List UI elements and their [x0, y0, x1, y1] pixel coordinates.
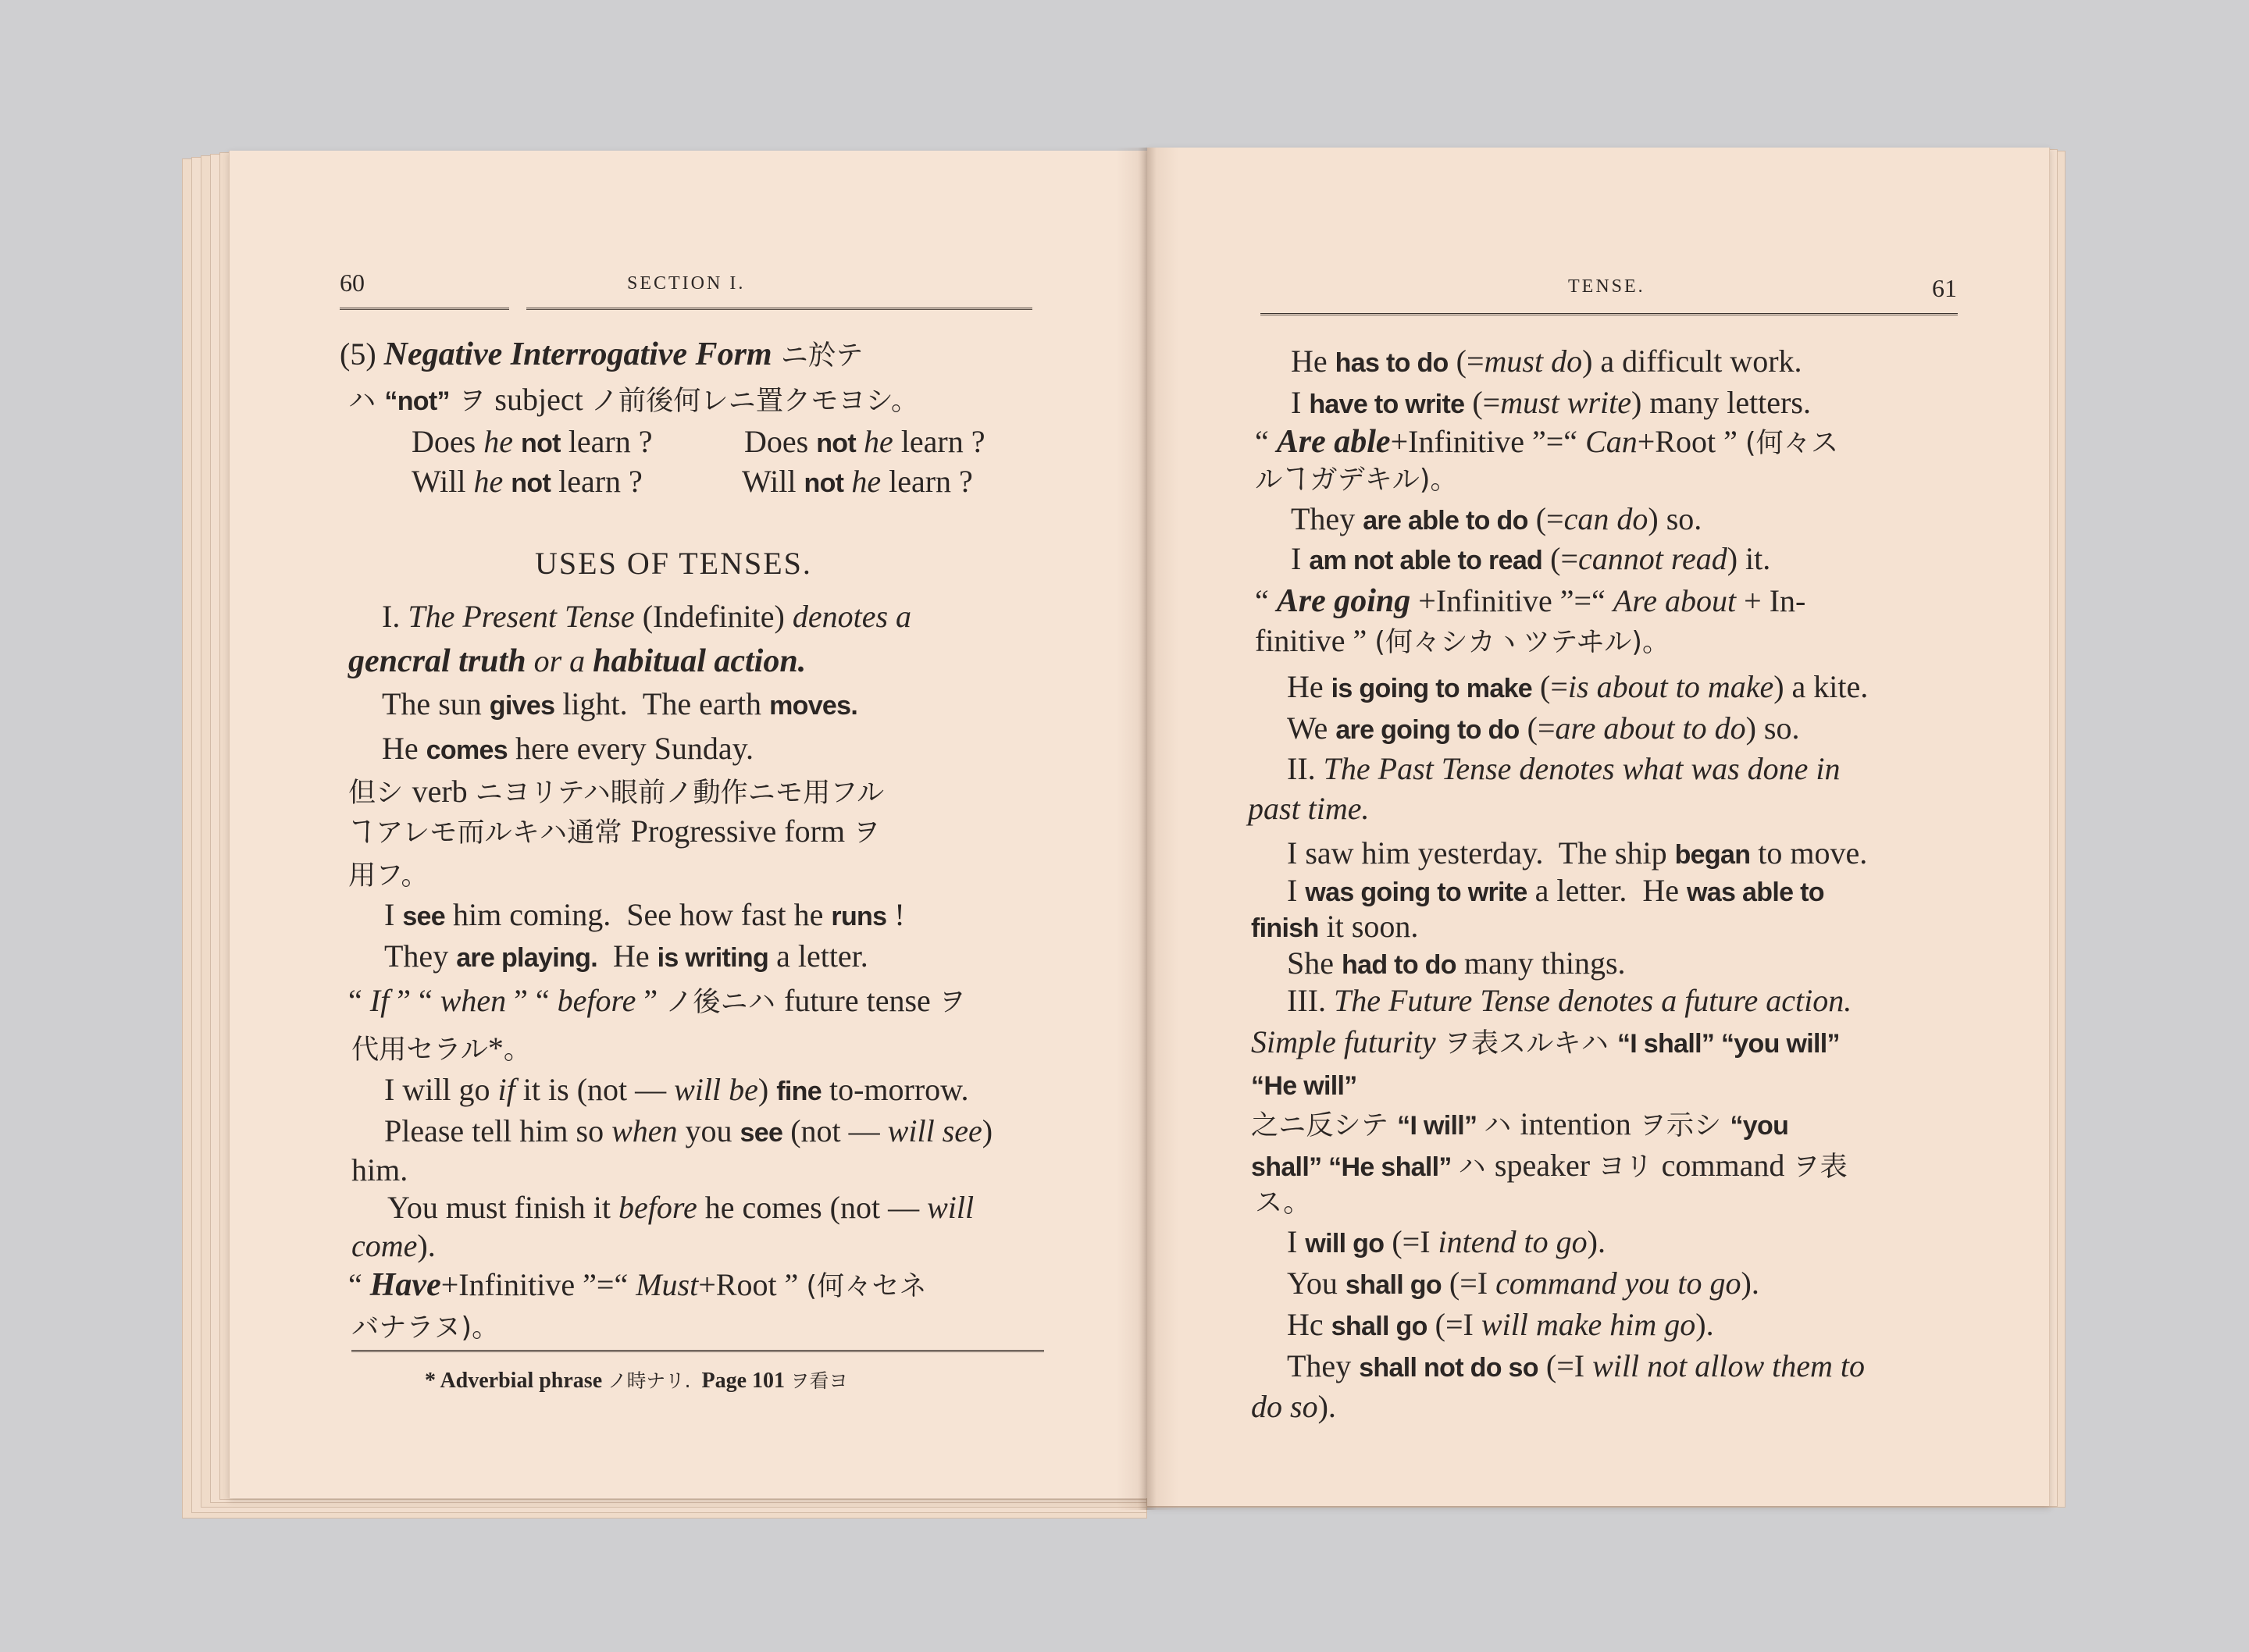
text-run: intend to go	[1438, 1224, 1588, 1259]
text-run: had to do	[1342, 950, 1456, 980]
text-run: The sun	[382, 686, 490, 721]
text-run: He	[1291, 344, 1335, 379]
text-run	[513, 424, 521, 459]
text-line	[1251, 1024, 1840, 1063]
text-run: intention	[1520, 1106, 1639, 1141]
text-line	[1251, 1388, 1336, 1426]
text-run: a letter. He	[1527, 873, 1688, 908]
text-run: Does	[412, 424, 484, 459]
text-run: ).	[1695, 1307, 1714, 1342]
text-run: will make him go	[1481, 1307, 1696, 1342]
text-run: ) many letters.	[1631, 385, 1811, 420]
text-line	[1287, 1348, 1865, 1387]
text-run: Simple futurity	[1251, 1024, 1444, 1059]
text-run: are about to do	[1555, 710, 1746, 746]
text-run: You	[1287, 1266, 1345, 1301]
text-run: I	[384, 897, 403, 932]
text-run: not	[520, 429, 561, 458]
text-run: (=I	[1441, 1266, 1496, 1301]
text-run: Will	[412, 464, 474, 499]
text-line	[1255, 423, 1838, 462]
text-line	[348, 982, 966, 1021]
text-run: +Root ”	[1637, 424, 1745, 459]
text-run: (Indefinite)	[634, 599, 793, 634]
text-run: 。	[503, 1034, 532, 1066]
text-line	[1248, 790, 1370, 828]
text-run: before	[618, 1190, 697, 1225]
text-run: ノ時ナリ.	[608, 1369, 691, 1392]
text-run: gencral truth	[348, 643, 526, 679]
text-run: I will go	[384, 1072, 498, 1107]
text-run: I saw him yesterday. The ship	[1287, 835, 1675, 871]
text-run: “	[1255, 424, 1277, 459]
text-run: “	[348, 983, 370, 1018]
text-run: ニヨリテハ眼前ノ動作ニモ用フル	[475, 777, 885, 809]
text-run: 之ニ反シテ	[1251, 1109, 1398, 1141]
text-run: He	[597, 938, 658, 974]
text-line	[351, 1030, 531, 1069]
text-line	[412, 463, 643, 502]
text-run: see	[740, 1118, 783, 1148]
text-run: shall” “He shall”	[1251, 1152, 1459, 1182]
text-line	[1255, 622, 1670, 661]
text-run: If	[369, 983, 390, 1018]
text-run: see	[402, 902, 446, 931]
text-run: finish	[1251, 913, 1319, 943]
text-run: is going to make	[1331, 674, 1533, 703]
text-line	[1287, 750, 1841, 788]
text-line	[1291, 500, 1702, 539]
footnote-rule	[351, 1350, 1044, 1352]
text-line	[382, 598, 911, 636]
text-run: バナラヌ)。	[351, 1312, 500, 1344]
text-run: he	[864, 424, 893, 459]
text-line	[1251, 1105, 1788, 1145]
text-run: (=	[1448, 344, 1484, 379]
text-line	[384, 1113, 993, 1152]
text-run: habitual action.	[593, 643, 807, 679]
header-rule	[1260, 313, 1958, 315]
text-run: will	[927, 1190, 975, 1225]
text-run: you	[677, 1113, 740, 1148]
text-line	[348, 643, 806, 680]
text-run: he comes (not —	[697, 1190, 928, 1225]
text-line	[1291, 343, 1802, 382]
text-run: ”	[636, 983, 666, 1018]
text-run: will go	[1305, 1229, 1385, 1259]
text-run: Must	[636, 1267, 699, 1302]
text-run: has to do	[1335, 348, 1449, 378]
text-line	[348, 856, 429, 895]
text-run: him.	[351, 1152, 408, 1187]
book-spine	[1116, 148, 1178, 1510]
text-run: will be	[674, 1072, 758, 1107]
text-run: )	[757, 1072, 777, 1107]
text-run: “He will”	[1251, 1071, 1357, 1101]
text-run: ヲ表スルキハ	[1443, 1027, 1617, 1059]
text-run: 代用セラル	[351, 1034, 488, 1066]
text-run: “	[1255, 583, 1277, 618]
text-line	[351, 1152, 408, 1189]
text-run: Can	[1585, 424, 1638, 459]
text-run: denotes a	[792, 599, 912, 634]
text-line	[744, 423, 985, 462]
text-line	[1291, 384, 1811, 423]
text-run: They	[1287, 1348, 1360, 1383]
text-line	[1287, 1306, 1714, 1345]
text-run: The Future Tense denotes a future action.	[1333, 983, 1852, 1018]
text-run: before	[557, 983, 636, 1018]
text-run: (何々ス	[1745, 427, 1839, 459]
text-run: he	[483, 424, 513, 459]
text-line	[1255, 1183, 1310, 1222]
text-line	[384, 1071, 968, 1110]
text-line	[1255, 460, 1458, 499]
text-run: speaker	[1494, 1148, 1599, 1183]
text-run: ).	[1741, 1266, 1759, 1301]
text-run: Hc	[1287, 1307, 1331, 1342]
text-line	[1251, 908, 1418, 947]
text-run: (何々シカヽツテヰル)。	[1374, 626, 1670, 658]
text-run	[843, 464, 851, 499]
text-run: command	[1661, 1148, 1793, 1183]
text-run: learn ?	[893, 424, 985, 459]
text-run: ノ後ニハ	[665, 986, 785, 1018]
text-run: many things.	[1456, 945, 1626, 981]
text-line	[1255, 582, 1805, 620]
text-run: He	[1287, 669, 1331, 704]
text-run: ) so.	[1648, 501, 1702, 536]
text-run: must write	[1500, 385, 1632, 420]
text-run: !	[886, 897, 905, 932]
text-line	[348, 381, 918, 420]
text-run: future tense	[784, 983, 939, 1018]
text-run: +Infinitive ”=“	[440, 1267, 636, 1302]
text-run: ヿアレモ而ルキハ通常	[348, 817, 631, 849]
text-run: They	[384, 938, 457, 974]
text-run: him coming. See how fast he	[445, 897, 832, 932]
text-run: have to write	[1309, 390, 1465, 419]
running-head: SECTION I.	[627, 273, 746, 294]
text-run: The Present Tense	[408, 599, 635, 634]
text-run: Have	[369, 1267, 441, 1303]
text-run: ヲ	[853, 817, 881, 849]
text-run: if	[497, 1072, 515, 1107]
text-run: “not”	[384, 386, 450, 416]
text-run: +Root ”	[698, 1267, 807, 1302]
text-line	[1291, 540, 1770, 579]
text-run: ルヿガデキル)。	[1255, 464, 1458, 496]
page-number: 60	[340, 269, 365, 297]
text-line	[348, 813, 880, 852]
text-run: We	[1287, 710, 1336, 746]
text-run: finitive ”	[1255, 623, 1375, 658]
text-run: USES OF TENSES.	[535, 546, 812, 581]
text-line	[351, 1308, 499, 1347]
text-run: moves.	[769, 691, 858, 721]
text-run: +Infinitive ”=“	[1410, 583, 1613, 618]
text-run: I	[1291, 385, 1310, 420]
text-run: Please tell him so	[384, 1113, 612, 1148]
text-run: fine	[776, 1077, 822, 1106]
text-run: gives	[489, 691, 555, 721]
text-run: ヲ表	[1792, 1151, 1848, 1183]
text-run: I.	[382, 599, 408, 634]
text-run: “I shall” “you will”	[1616, 1029, 1840, 1059]
text-line	[382, 685, 857, 725]
text-line	[382, 730, 754, 769]
text-run: The Past Tense denotes what was done in	[1323, 751, 1841, 786]
text-run: comes	[426, 735, 508, 765]
text-run: + In-	[1736, 583, 1806, 618]
text-run: I	[1287, 1224, 1306, 1259]
text-run: (=I	[1427, 1307, 1481, 1342]
text-run: I	[1287, 873, 1306, 908]
text-run: is about to make	[1567, 669, 1774, 704]
text-line	[1287, 1223, 1606, 1262]
text-line	[340, 336, 863, 375]
text-run: ” “	[506, 983, 558, 1018]
text-line	[1287, 710, 1800, 749]
text-run: or a	[526, 643, 593, 678]
text-run: (=	[1532, 669, 1568, 704]
text-run: )	[982, 1113, 993, 1148]
text-run: Negative Interrogative Form	[383, 336, 772, 372]
text-run: learn ?	[881, 464, 973, 499]
text-run: began	[1674, 840, 1751, 870]
text-run: ヨリ	[1598, 1151, 1662, 1183]
text-line	[1287, 668, 1868, 707]
header-rule	[526, 308, 1032, 310]
text-run: Are going	[1276, 583, 1411, 619]
text-run: must do	[1484, 344, 1583, 379]
page-number: 61	[1932, 274, 1957, 302]
text-run: Are about	[1613, 583, 1737, 618]
text-run: ニ於テ	[772, 340, 864, 372]
text-line	[348, 1266, 927, 1305]
text-run: * Adverbial phrase	[425, 1369, 608, 1393]
text-run: are going to do	[1335, 715, 1520, 745]
running-head: TENSE.	[1568, 276, 1645, 297]
text-run: ノ前後何レニ置クモヨシ。	[590, 385, 919, 417]
text-run: when	[440, 983, 507, 1018]
text-run: runs	[831, 902, 887, 931]
text-run: ) a difficult work.	[1582, 344, 1802, 379]
text-line	[1287, 1265, 1759, 1304]
text-line	[1287, 835, 1867, 874]
text-run: ハ	[1458, 1151, 1495, 1183]
text-run: ) it.	[1727, 541, 1771, 576]
text-run: ” “	[389, 983, 440, 1018]
text-run: do so	[1251, 1389, 1318, 1424]
text-run: not	[804, 468, 844, 498]
text-run: (=	[1464, 385, 1501, 420]
text-run: You must finish it	[387, 1190, 619, 1225]
text-run: I	[1291, 541, 1310, 576]
text-run: shall go	[1345, 1270, 1442, 1300]
text-run: not	[816, 429, 857, 458]
text-run: 但シ	[348, 777, 412, 809]
text-run: ) so.	[1745, 710, 1800, 746]
text-line	[1287, 945, 1626, 984]
text-run: verb	[412, 774, 476, 809]
text-run: shall not do so	[1359, 1353, 1538, 1383]
text-run: II.	[1287, 751, 1324, 786]
text-run: (=	[1527, 501, 1564, 536]
text-run: Progressive form	[630, 814, 854, 849]
text-run: (5)	[340, 336, 384, 372]
text-line	[348, 773, 884, 812]
text-run: cannot read	[1578, 541, 1727, 576]
text-run: past time.	[1248, 791, 1370, 826]
text-run: is writing	[657, 943, 769, 973]
text-line	[1251, 1147, 1848, 1186]
text-run: ス。	[1255, 1187, 1311, 1219]
text-run: Page 101	[690, 1369, 790, 1393]
text-run: ハ	[348, 385, 385, 417]
text-run: was going to write	[1305, 878, 1527, 907]
text-run: ヲ示シ	[1638, 1109, 1730, 1141]
text-run: Will	[742, 464, 804, 499]
text-run: (not —	[782, 1113, 888, 1148]
text-line	[1251, 1066, 1357, 1105]
text-run: command you to go	[1495, 1266, 1741, 1301]
text-line	[742, 463, 973, 502]
text-run: light. The earth	[554, 686, 770, 721]
header-rule	[340, 308, 509, 310]
text-run: (=	[1519, 710, 1556, 746]
text-line	[387, 1189, 974, 1227]
text-run: subject	[494, 382, 591, 417]
text-line	[1287, 872, 1824, 911]
text-run: learn ?	[551, 464, 643, 499]
text-run: a letter.	[768, 938, 868, 974]
text-run: “	[348, 1267, 370, 1302]
text-run: Are able	[1276, 424, 1391, 460]
text-run: it soon.	[1318, 909, 1419, 944]
text-run: She	[1287, 945, 1342, 981]
text-run: was able to	[1687, 878, 1824, 907]
text-line	[351, 1227, 436, 1265]
text-run: are playing.	[456, 943, 597, 973]
text-run: (何々セネ	[806, 1270, 927, 1302]
text-run: come	[351, 1228, 418, 1263]
text-run: +Infinitive ”=“	[1390, 424, 1586, 459]
text-run: ).	[1317, 1389, 1336, 1424]
text-run: *	[487, 1031, 504, 1066]
text-line	[384, 938, 868, 977]
text-run: (=I	[1538, 1348, 1593, 1383]
section-heading	[535, 545, 812, 582]
text-run: when	[611, 1113, 678, 1148]
text-run: not	[511, 468, 551, 498]
text-run: will see	[887, 1113, 982, 1148]
text-run: am not able to read	[1309, 546, 1543, 575]
text-run: (=I	[1384, 1224, 1438, 1259]
text-run: (=	[1542, 541, 1579, 576]
text-run: He	[382, 731, 426, 766]
text-run: ).	[1587, 1224, 1606, 1259]
text-run: it is (not —	[515, 1072, 675, 1107]
text-run: ヲ看ヨ	[790, 1369, 848, 1392]
text-run: ヲ	[449, 385, 495, 417]
text-run	[856, 424, 864, 459]
text-run: can do	[1563, 501, 1648, 536]
text-run	[503, 464, 511, 499]
text-run: ) a kite.	[1773, 669, 1869, 704]
text-run: III.	[1287, 983, 1334, 1018]
text-run: here every Sunday.	[507, 731, 754, 766]
text-run: to move.	[1750, 835, 1868, 871]
text-run: They	[1291, 501, 1363, 536]
text-line	[412, 423, 653, 462]
text-run: ヲ	[938, 986, 966, 1018]
footnote	[425, 1368, 848, 1394]
text-run: he	[473, 464, 504, 499]
text-run: shall go	[1331, 1312, 1427, 1341]
text-run: “I will”	[1397, 1111, 1484, 1141]
text-run: 用フ。	[348, 860, 429, 892]
text-run: learn ?	[560, 424, 653, 459]
text-line	[1287, 982, 1852, 1020]
text-run: will not allow them to	[1592, 1348, 1865, 1383]
text-run: he	[851, 464, 882, 499]
text-line	[384, 896, 905, 935]
text-run: to-morrow.	[821, 1072, 969, 1107]
text-run: ).	[417, 1228, 436, 1263]
text-run: Does	[744, 424, 817, 459]
text-run: “you	[1730, 1111, 1789, 1141]
text-run: ハ	[1484, 1109, 1520, 1141]
text-run: are able to do	[1363, 506, 1528, 536]
